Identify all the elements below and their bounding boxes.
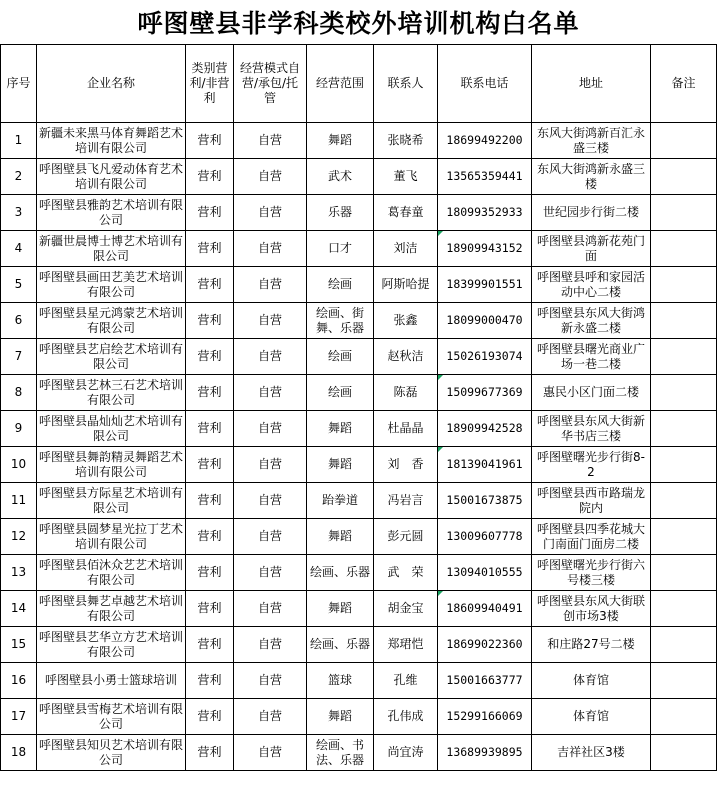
- cell-mode[interactable]: 自营: [234, 555, 307, 591]
- cell-contact[interactable]: 彭元圆: [374, 519, 438, 555]
- table-row: [1, 267, 717, 303]
- cell-type[interactable]: 营利: [186, 123, 234, 159]
- cell-mode[interactable]: 自营: [234, 519, 307, 555]
- cell-phone[interactable]: 18699492200: [438, 123, 532, 159]
- cell-no[interactable]: 5: [1, 267, 37, 303]
- cell-no[interactable]: 18: [1, 735, 37, 771]
- cell-address[interactable]: 呼图壁县鸿新花苑门面: [532, 231, 651, 267]
- table-row: [1, 591, 717, 627]
- cell-phone[interactable]: 15099677369: [438, 375, 532, 411]
- header-contact: 联系人: [374, 45, 438, 123]
- cell-contact[interactable]: 冯岩言: [374, 483, 438, 519]
- cell-mode[interactable]: 自营: [234, 123, 307, 159]
- table-row: [1, 195, 717, 231]
- table-row: [1, 663, 717, 699]
- cell-scope[interactable]: 舞蹈: [307, 519, 374, 555]
- cell-address[interactable]: 呼图壁县西市路瑞龙院内: [532, 483, 651, 519]
- cell-name[interactable]: 呼图壁县画田艺美艺术培训有限公司: [37, 267, 186, 303]
- table-row: [1, 339, 717, 375]
- cell-scope[interactable]: 绘画、乐器: [307, 627, 374, 663]
- header-remark: 备注: [651, 45, 717, 123]
- cell-type[interactable]: 营利: [186, 339, 234, 375]
- cell-remark[interactable]: [651, 663, 717, 699]
- cell-name[interactable]: 呼图壁县知贝艺术培训有限公司: [37, 735, 186, 771]
- header-mode: 经营模式自营/承包/托管: [234, 45, 307, 123]
- cell-address[interactable]: 呼图壁曙光步行街8-2: [532, 447, 651, 483]
- cell-no[interactable]: 14: [1, 591, 37, 627]
- cell-type[interactable]: 营利: [186, 735, 234, 771]
- cell-contact[interactable]: 杜晶晶: [374, 411, 438, 447]
- cell-scope[interactable]: 绘画: [307, 375, 374, 411]
- cell-remark[interactable]: [651, 195, 717, 231]
- cell-mode[interactable]: 自营: [234, 195, 307, 231]
- cell-no[interactable]: 12: [1, 519, 37, 555]
- cell-contact[interactable]: 孔伟成: [374, 699, 438, 735]
- cell-phone[interactable]: 13009607778: [438, 519, 532, 555]
- table-row: [1, 555, 717, 591]
- cell-remark[interactable]: [651, 555, 717, 591]
- cell-phone[interactable]: 13565359441: [438, 159, 532, 195]
- cell-remark[interactable]: [651, 339, 717, 375]
- cell-scope[interactable]: 舞蹈: [307, 699, 374, 735]
- cell-name[interactable]: 呼图壁县舞艺卓越艺术培训有限公司: [37, 591, 186, 627]
- cell-phone[interactable]: 18099000470: [438, 303, 532, 339]
- cell-mode[interactable]: 自营: [234, 339, 307, 375]
- cell-name[interactable]: 呼图壁县艺启绘艺术培训有限公司: [37, 339, 186, 375]
- cell-remark[interactable]: [651, 303, 717, 339]
- cell-phone[interactable]: 18909942528: [438, 411, 532, 447]
- cell-scope[interactable]: 跆拳道: [307, 483, 374, 519]
- header-address: 地址: [532, 45, 651, 123]
- cell-scope[interactable]: 绘画、乐器: [307, 555, 374, 591]
- cell-scope[interactable]: 舞蹈: [307, 411, 374, 447]
- cell-no[interactable]: 3: [1, 195, 37, 231]
- cell-remark[interactable]: [651, 591, 717, 627]
- cell-no[interactable]: 17: [1, 699, 37, 735]
- cell-scope[interactable]: 武术: [307, 159, 374, 195]
- table-row: [1, 123, 717, 159]
- cell-address[interactable]: 东风大街鸿新永盛三楼: [532, 159, 651, 195]
- cell-type[interactable]: 营利: [186, 231, 234, 267]
- cell-address[interactable]: 体育馆: [532, 699, 651, 735]
- cell-contact[interactable]: 葛春童: [374, 195, 438, 231]
- cell-phone[interactable]: 15026193074: [438, 339, 532, 375]
- table-row: [1, 375, 717, 411]
- cell-name[interactable]: 呼图壁县舞韵精灵舞蹈艺术培训有限公司: [37, 447, 186, 483]
- cell-scope[interactable]: 舞蹈: [307, 447, 374, 483]
- header-type: 类别营利/非营利: [186, 45, 234, 123]
- cell-phone[interactable]: 18399901551: [438, 267, 532, 303]
- cell-phone[interactable]: 18609940491: [438, 591, 532, 627]
- whitelist-table: [0, 44, 717, 771]
- cell-no[interactable]: 11: [1, 483, 37, 519]
- cell-mode[interactable]: 自营: [234, 231, 307, 267]
- cell-mode[interactable]: 自营: [234, 411, 307, 447]
- cell-type[interactable]: 营利: [186, 411, 234, 447]
- header-scope: 经营范围: [307, 45, 374, 123]
- cell-remark[interactable]: [651, 519, 717, 555]
- cell-type[interactable]: 营利: [186, 663, 234, 699]
- cell-remark[interactable]: [651, 267, 717, 303]
- cell-phone[interactable]: 18699022360: [438, 627, 532, 663]
- cell-scope[interactable]: 舞蹈: [307, 123, 374, 159]
- cell-name[interactable]: 呼图壁县佰沐众艺艺术培训有限公司: [37, 555, 186, 591]
- cell-remark[interactable]: [651, 375, 717, 411]
- cell-address[interactable]: 吉祥社区3楼: [532, 735, 651, 771]
- cell-type[interactable]: 营利: [186, 303, 234, 339]
- cell-name[interactable]: 呼图壁县雪梅艺术培训有限公司: [37, 699, 186, 735]
- header-phone: 联系电话: [438, 45, 532, 123]
- cell-no[interactable]: 8: [1, 375, 37, 411]
- cell-contact[interactable]: 郑珺恺: [374, 627, 438, 663]
- cell-scope[interactable]: 绘画、街舞、乐器: [307, 303, 374, 339]
- cell-no[interactable]: 6: [1, 303, 37, 339]
- cell-contact[interactable]: 尚宜涛: [374, 735, 438, 771]
- cell-address[interactable]: 呼图壁曙光步行街六号楼三楼: [532, 555, 651, 591]
- cell-mode[interactable]: 自营: [234, 267, 307, 303]
- cell-address[interactable]: 呼图壁县东风大街新华书店三楼: [532, 411, 651, 447]
- cell-no[interactable]: 10: [1, 447, 37, 483]
- table-row: [1, 483, 717, 519]
- cell-type[interactable]: 营利: [186, 267, 234, 303]
- cell-phone[interactable]: 13689939895: [438, 735, 532, 771]
- table-row: [1, 411, 717, 447]
- cell-address[interactable]: 体育馆: [532, 663, 651, 699]
- cell-no[interactable]: 13: [1, 555, 37, 591]
- cell-address[interactable]: 呼图壁县呼和家园活动中心二楼: [532, 267, 651, 303]
- cell-mode[interactable]: 自营: [234, 375, 307, 411]
- cell-contact[interactable]: 陈磊: [374, 375, 438, 411]
- cell-scope[interactable]: 绘画、书法、乐器: [307, 735, 374, 771]
- cell-name[interactable]: 呼图壁县雅韵艺术培训有限公司: [37, 195, 186, 231]
- cell-type[interactable]: 营利: [186, 699, 234, 735]
- cell-mode[interactable]: 自营: [234, 699, 307, 735]
- cell-remark[interactable]: [651, 159, 717, 195]
- cell-contact[interactable]: 赵秋洁: [374, 339, 438, 375]
- table-row: [1, 303, 717, 339]
- cell-contact[interactable]: 阿斯哈提: [374, 267, 438, 303]
- cell-contact[interactable]: 刘 香: [374, 447, 438, 483]
- table-row: [1, 447, 717, 483]
- header-row: [1, 45, 717, 123]
- cell-remark[interactable]: [651, 123, 717, 159]
- sheet-title: 呼图壁县非学科类校外培训机构白名单: [137, 9, 580, 38]
- cell-phone[interactable]: 13094010555: [438, 555, 532, 591]
- cell-name[interactable]: 呼图壁县小勇士篮球培训: [37, 663, 186, 699]
- cell-remark[interactable]: [651, 447, 717, 483]
- cell-remark[interactable]: [651, 735, 717, 771]
- cell-name[interactable]: 呼图壁县星元鸿蒙艺术培训有限公司: [37, 303, 186, 339]
- cell-phone[interactable]: 18909943152: [438, 231, 532, 267]
- cell-mode[interactable]: 自营: [234, 303, 307, 339]
- cell-mode[interactable]: 自营: [234, 735, 307, 771]
- cell-type[interactable]: 营利: [186, 627, 234, 663]
- cell-phone[interactable]: 15299166069: [438, 699, 532, 735]
- cell-contact[interactable]: 孔维: [374, 663, 438, 699]
- header-no: 序号: [1, 45, 37, 123]
- cell-type[interactable]: 营利: [186, 483, 234, 519]
- cell-type[interactable]: 营利: [186, 447, 234, 483]
- cell-name[interactable]: 新疆世晨博士博艺术培训有限公司: [37, 231, 186, 267]
- cell-type[interactable]: 营利: [186, 375, 234, 411]
- cell-phone[interactable]: 18099352933: [438, 195, 532, 231]
- cell-no[interactable]: 15: [1, 627, 37, 663]
- header-name: 企业名称: [37, 45, 186, 123]
- cell-address[interactable]: 呼图壁县曙光商业广场一巷二楼: [532, 339, 651, 375]
- cell-contact[interactable]: 武 荣: [374, 555, 438, 591]
- cell-no[interactable]: 7: [1, 339, 37, 375]
- cell-address[interactable]: 和庄路27号二楼: [532, 627, 651, 663]
- cell-name[interactable]: 呼图壁县圆梦星光拉丁艺术培训有限公司: [37, 519, 186, 555]
- cell-type[interactable]: 营利: [186, 195, 234, 231]
- cell-contact[interactable]: 张鑫: [374, 303, 438, 339]
- cell-remark[interactable]: [651, 699, 717, 735]
- cell-name[interactable]: 呼图壁县飞凡爱动体育艺术培训有限公司: [37, 159, 186, 195]
- cell-address[interactable]: 呼图壁县四季花城大门南面门面房二楼: [532, 519, 651, 555]
- cell-name[interactable]: 呼图壁县方际星艺术培训有限公司: [37, 483, 186, 519]
- cell-scope[interactable]: 绘画: [307, 339, 374, 375]
- table-row: [1, 735, 717, 771]
- cell-contact[interactable]: 张晓希: [374, 123, 438, 159]
- cell-no[interactable]: 2: [1, 159, 37, 195]
- cell-scope[interactable]: 舞蹈: [307, 591, 374, 627]
- cell-address[interactable]: 呼图壁县东风大街联创市场3楼: [532, 591, 651, 627]
- cell-scope[interactable]: 篮球: [307, 663, 374, 699]
- table-row: [1, 231, 717, 267]
- cell-type[interactable]: 营利: [186, 591, 234, 627]
- cell-remark[interactable]: [651, 411, 717, 447]
- cell-type[interactable]: 营利: [186, 159, 234, 195]
- cell-address[interactable]: 东风大街鸿新百汇永盛三楼: [532, 123, 651, 159]
- cell-scope[interactable]: 乐器: [307, 195, 374, 231]
- cell-contact[interactable]: 胡金宝: [374, 591, 438, 627]
- cell-mode[interactable]: 自营: [234, 663, 307, 699]
- cell-scope[interactable]: 口才: [307, 231, 374, 267]
- cell-address[interactable]: 惠民小区门面二楼: [532, 375, 651, 411]
- table-row: [1, 699, 717, 735]
- cell-phone[interactable]: 15001663777: [438, 663, 532, 699]
- cell-scope[interactable]: 绘画: [307, 267, 374, 303]
- table-row: [1, 159, 717, 195]
- cell-type[interactable]: 营利: [186, 555, 234, 591]
- cell-mode[interactable]: 自营: [234, 627, 307, 663]
- cell-phone[interactable]: 15001673875: [438, 483, 532, 519]
- cell-remark[interactable]: [651, 483, 717, 519]
- cell-type[interactable]: 营利: [186, 519, 234, 555]
- cell-phone[interactable]: 18139041961: [438, 447, 532, 483]
- table-row: [1, 627, 717, 663]
- cell-mode[interactable]: 自营: [234, 447, 307, 483]
- cell-no[interactable]: 16: [1, 663, 37, 699]
- cell-remark[interactable]: [651, 627, 717, 663]
- cell-name[interactable]: 呼图壁县晶灿灿艺术培训有限公司: [37, 411, 186, 447]
- cell-mode[interactable]: 自营: [234, 159, 307, 195]
- cell-mode[interactable]: 自营: [234, 483, 307, 519]
- cell-no[interactable]: 1: [1, 123, 37, 159]
- cell-name[interactable]: 呼图壁县艺华立方艺术培训有限公司: [37, 627, 186, 663]
- cell-no[interactable]: 4: [1, 231, 37, 267]
- cell-remark[interactable]: [651, 231, 717, 267]
- table-row: [1, 519, 717, 555]
- cell-contact[interactable]: 董飞: [374, 159, 438, 195]
- cell-address[interactable]: 呼图壁县东风大街鸿新永盛二楼: [532, 303, 651, 339]
- cell-name[interactable]: 新疆未来黑马体育舞蹈艺术培训有限公司: [37, 123, 186, 159]
- cell-contact[interactable]: 刘洁: [374, 231, 438, 267]
- cell-mode[interactable]: 自营: [234, 591, 307, 627]
- cell-name[interactable]: 呼图壁县艺林三石艺术培训有限公司: [37, 375, 186, 411]
- cell-no[interactable]: 9: [1, 411, 37, 447]
- cell-address[interactable]: 世纪园步行街二楼: [532, 195, 651, 231]
